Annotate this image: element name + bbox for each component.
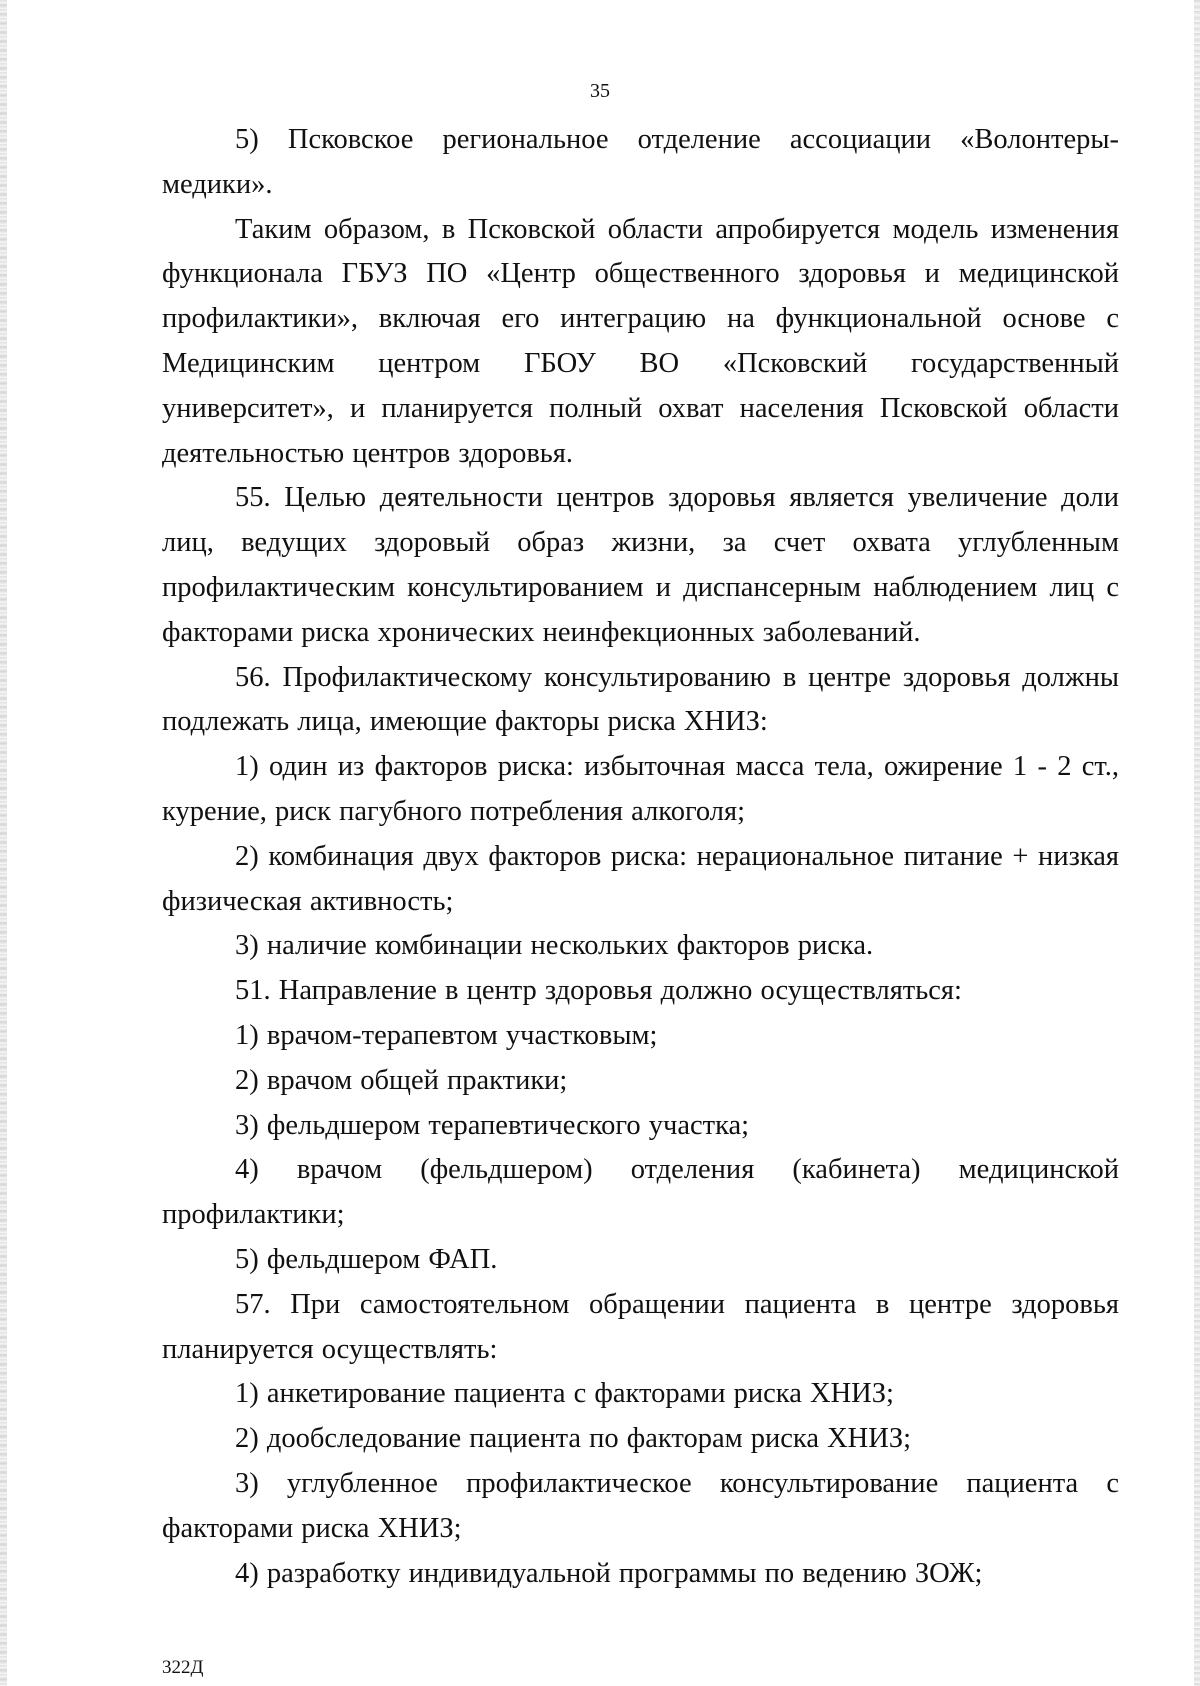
list-item: 2) врачом общей практики; (235, 1064, 568, 1096)
paragraph: 55. Целью деятельности центров здоровья является увеличение доли лиц, ведущих здоровый образ жизни, за счет охвата углубленным профилактическим консультированием и диспансерным наблюдением лиц с факторами риска хронических неинфекционных заболеваний. (162, 482, 1119, 648)
paragraph: 5) Псковское региональное отделение ассоциации «Волонтеры-медики». (162, 124, 1119, 200)
list-item: 4) врачом (фельдшером) отделения (кабинета) медицинской профилактики; (162, 1154, 1119, 1231)
document-body (162, 118, 1119, 1596)
list-item: 1) анкетирование пациента с факторами риска ХНИЗ; (235, 1378, 894, 1410)
scan-edge-right (1194, 0, 1200, 1686)
document-code: 322Д (162, 1657, 204, 1678)
list-item: 4) разработку индивидуальной программы по ведению ЗОЖ; (235, 1557, 983, 1589)
paragraph: 56. Профилактическому консультированию в центре здоровья должны подлежать лица, имеющие факторы риска ХНИЗ: (162, 661, 1119, 738)
list-item: 5) фельдшером ФАП. (235, 1243, 498, 1275)
list-item: 3) фельдшером терапевтического участка; (235, 1109, 750, 1141)
page-number: 35 (590, 80, 610, 102)
list-item: 1) один из факторов риска: избыточная масса тела, ожирение 1 - 2 ст., курение, риск пагубного потребления алкоголя; (162, 751, 1119, 827)
list-item: 1) врачом-терапевтом участковым; (235, 1019, 658, 1051)
list-item: 3) наличие комбинации нескольких факторов риска. (235, 930, 874, 962)
paragraph: Таким образом, в Псковской области апробируется модель изменения функционала ГБУЗ ПО «Центр общественного здоровья и медицинской профилактики», включая его интеграцию на функциональной основе с Медицинским центром ГБОУ ВО «Псковский государственный университет», и планируется полный охват населения Псковской области деятельностью центров здоровья. (162, 213, 1119, 469)
list-item: 2) дообследование пациента по факторам риска ХНИЗ; (235, 1423, 912, 1455)
list-item: 3) углубленное профилактическое консультирование пациента с факторами риска ХНИЗ; (162, 1467, 1119, 1544)
paragraph: 51. Направление в центр здоровья должно осуществляться: (235, 975, 962, 1007)
paragraph: 57. При самостоятельном обращении пациента в центре здоровья планируется осуществлять: (162, 1288, 1119, 1365)
scan-edge-left (0, 0, 7, 1686)
list-item: 2) комбинация двух факторов риска: нерациональное питание + низкая физическая активность; (162, 840, 1119, 917)
